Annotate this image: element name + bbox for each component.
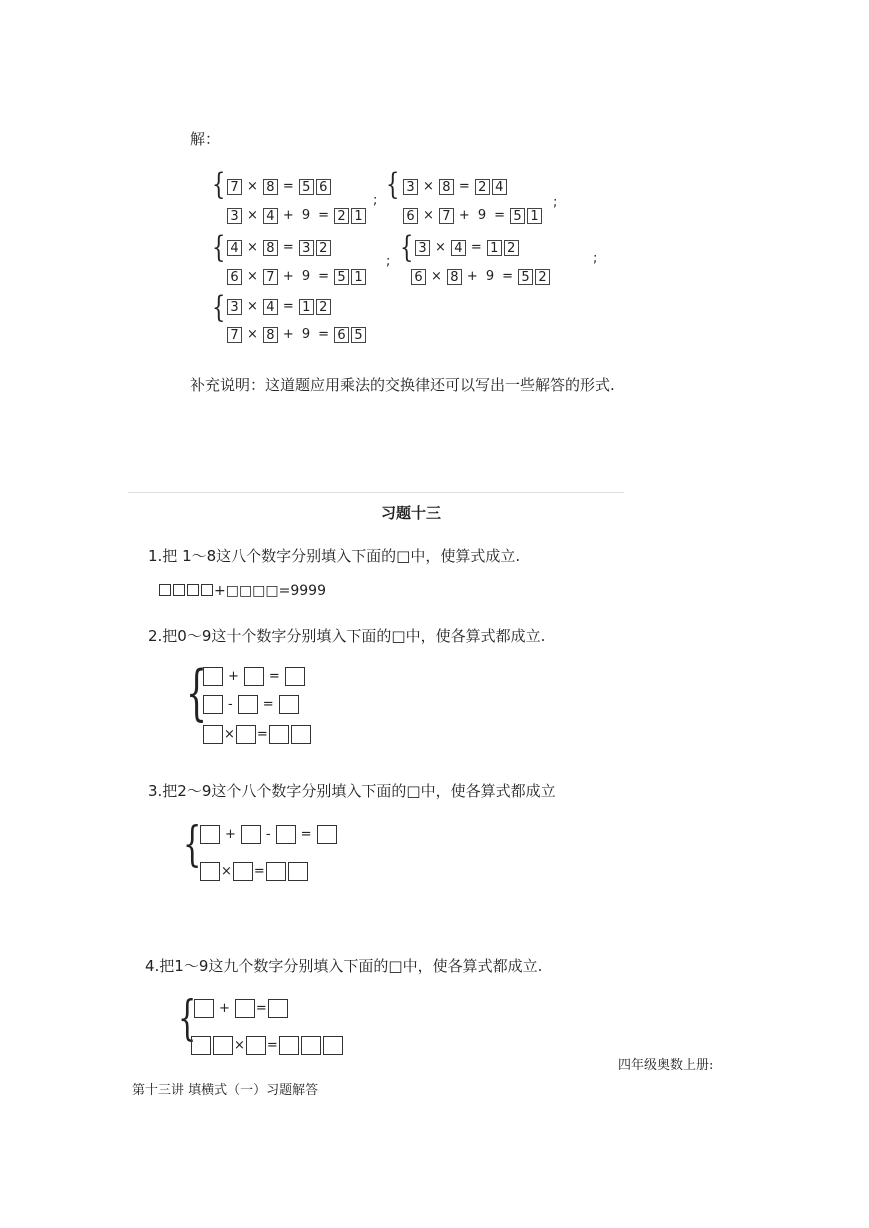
equation-5b: 7 × 8 + 9 = 6 5 xyxy=(226,326,367,345)
blank-box xyxy=(244,667,264,686)
blank-box xyxy=(236,725,256,744)
question-4: 4.把1～9这九个数字分别填入下面的□中，使各算式都成立. xyxy=(145,957,543,975)
footer-left: 第十三讲 填横式（一）习题解答 xyxy=(132,1083,319,1098)
digit-box: 3 xyxy=(415,240,430,256)
digit-box: 5 xyxy=(351,327,366,343)
blank-box xyxy=(291,725,311,744)
digit-box: 4 xyxy=(263,299,278,315)
equation-1a: 7 × 8 = 5 6 xyxy=(226,178,332,197)
blank-box xyxy=(279,1036,299,1055)
digit-box: 1 xyxy=(351,208,366,224)
blank-box xyxy=(285,667,305,686)
blank-box xyxy=(213,1036,233,1055)
equation-4a: 3 × 4 = 1 2 xyxy=(414,239,520,258)
question-2: 2.把0～9这十个数字分别填入下面的□中，使各算式都成立. xyxy=(148,627,546,645)
left-brace-icon: { xyxy=(386,167,400,202)
blank-box xyxy=(276,825,296,844)
left-brace-icon: { xyxy=(186,658,208,728)
separator: ; xyxy=(373,193,378,208)
solution-label: 解： xyxy=(190,130,221,148)
blank-box xyxy=(191,1036,211,1055)
digit-box: 5 xyxy=(334,269,349,285)
digit-box: 2 xyxy=(316,299,331,315)
digit-box: 7 xyxy=(439,208,454,224)
equation-2a: 3 × 8 = 2 4 xyxy=(402,178,508,197)
digit-box: 2 xyxy=(316,240,331,256)
digit-box: 7 xyxy=(227,327,242,343)
digit-box: 4 xyxy=(492,179,507,195)
digit-box: 4 xyxy=(451,240,466,256)
digit-box: 3 xyxy=(227,208,242,224)
q4-row-2: × = xyxy=(190,1036,344,1055)
blank-box xyxy=(269,725,289,744)
blank-box xyxy=(266,862,286,881)
digit-box: 3 xyxy=(299,240,314,256)
digit-box: 3 xyxy=(227,299,242,315)
blank-square xyxy=(159,584,171,596)
digit-box: 8 xyxy=(447,269,462,285)
blank-box xyxy=(241,825,261,844)
blank-box xyxy=(279,695,299,714)
digit-box: 2 xyxy=(334,208,349,224)
digit-box: 6 xyxy=(411,269,426,285)
digit-box: 5 xyxy=(510,208,525,224)
equation-5a: 3 × 4 = 1 2 xyxy=(226,298,332,317)
digit-box: 2 xyxy=(535,269,550,285)
blank-square xyxy=(201,584,213,596)
question-1: 1.把 1～8这八个数字分别填入下面的□中，使算式成立. xyxy=(148,547,521,565)
supplementary-note: 补充说明：这道题应用乘法的交换律还可以写出一些解答的形式. xyxy=(190,376,615,394)
q2-row-2: - = xyxy=(202,695,300,714)
left-brace-icon: { xyxy=(400,230,414,265)
separator: ; xyxy=(593,251,598,266)
digit-box: 4 xyxy=(227,240,242,256)
digit-box: 8 xyxy=(263,327,278,343)
digit-box: 7 xyxy=(263,269,278,285)
digit-box: 4 xyxy=(263,208,278,224)
blank-box xyxy=(200,825,220,844)
blank-box xyxy=(246,1036,266,1055)
divider xyxy=(128,492,624,493)
footer-right: 四年级奥数上册: xyxy=(618,1058,714,1073)
blank-box xyxy=(203,725,223,744)
blank-box xyxy=(323,1036,343,1055)
blank-square xyxy=(187,584,199,596)
equation-3a: 4 × 8 = 3 2 xyxy=(226,239,332,258)
digit-box: 3 xyxy=(403,179,418,195)
question-1-expression-tail: +□□□□=9999 xyxy=(214,583,326,599)
exercise-title: 习题十三 xyxy=(381,504,442,522)
blank-box xyxy=(288,862,308,881)
left-brace-icon: { xyxy=(183,816,202,872)
left-brace-icon: { xyxy=(212,290,226,325)
digit-box: 1 xyxy=(351,269,366,285)
equation-1b: 3 × 4 + 9 = 2 1 xyxy=(226,207,367,226)
question-1-expression xyxy=(158,583,326,599)
digit-box: 8 xyxy=(263,179,278,195)
left-brace-icon: { xyxy=(212,167,226,202)
digit-box: 5 xyxy=(299,179,314,195)
q2-row-3: × = xyxy=(202,725,312,744)
blank-box xyxy=(268,999,288,1018)
q3-row-1: + - = xyxy=(199,825,338,844)
blank-box xyxy=(194,999,214,1018)
left-brace-icon: { xyxy=(178,990,197,1046)
digit-box: 6 xyxy=(316,179,331,195)
digit-box: 2 xyxy=(475,179,490,195)
digit-box: 6 xyxy=(403,208,418,224)
digit-box: 1 xyxy=(299,299,314,315)
q4-row-1: + = xyxy=(193,999,289,1018)
blank-box xyxy=(301,1036,321,1055)
blank-box xyxy=(203,667,223,686)
q2-row-1: + = xyxy=(202,667,306,686)
blank-box xyxy=(200,862,220,881)
digit-box: 8 xyxy=(439,179,454,195)
digit-box: 8 xyxy=(263,240,278,256)
blank-box xyxy=(233,862,253,881)
digit-box: 2 xyxy=(504,240,519,256)
blank-square xyxy=(173,584,185,596)
q3-row-2: × = xyxy=(199,862,309,881)
digit-box: 5 xyxy=(518,269,533,285)
equation-2b: 6 × 7 + 9 = 5 1 xyxy=(402,207,543,226)
separator: ; xyxy=(386,254,391,269)
blank-box xyxy=(238,695,258,714)
blank-box xyxy=(203,695,223,714)
digit-box: 7 xyxy=(227,179,242,195)
digit-box: 1 xyxy=(527,208,542,224)
digit-box: 6 xyxy=(227,269,242,285)
question-3: 3.把2～9这个八个数字分别填入下面的□中，使各算式都成立 xyxy=(148,782,556,800)
blank-box xyxy=(317,825,337,844)
equation-3b: 6 × 7 + 9 = 5 1 xyxy=(226,268,367,287)
equation-4b: 6 × 8 + 9 = 5 2 xyxy=(410,268,551,287)
left-brace-icon: { xyxy=(212,230,226,265)
blank-box xyxy=(235,999,255,1018)
digit-box: 6 xyxy=(334,327,349,343)
digit-box: 1 xyxy=(487,240,502,256)
separator: ; xyxy=(553,195,558,210)
